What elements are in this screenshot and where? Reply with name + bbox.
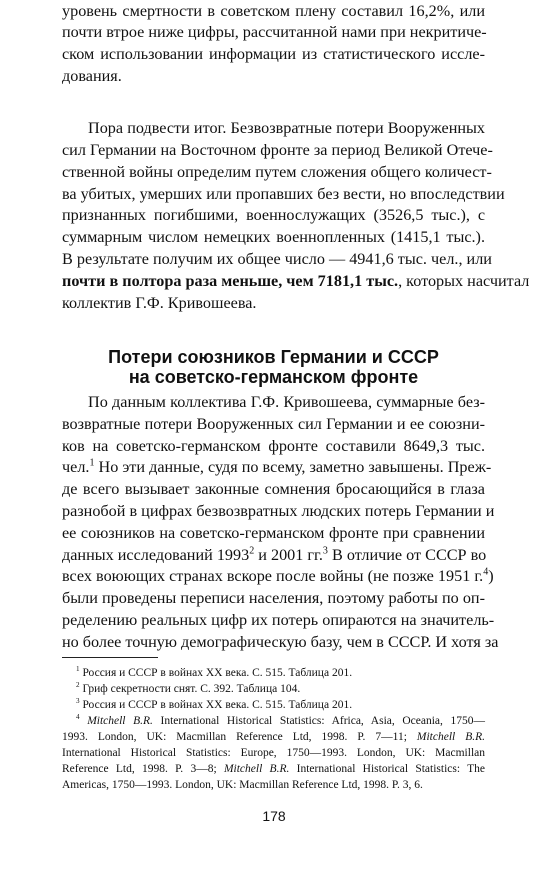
footnote (76, 665, 485, 681)
footnote-ref: 2 (249, 545, 255, 557)
text-span: В отличие от СССР во (327, 546, 487, 564)
text-span: и 2001 гг. (254, 546, 323, 564)
text-line: ков на советско-германском фронте составили 8649,3 тыс. (62, 437, 485, 455)
text-line: но более точную демографическую базу, чем в СССР. И хотя за (62, 633, 499, 651)
text-line: разнобой в цифрах безвозвратных людских потерь Германии и (62, 502, 495, 520)
text-line (62, 457, 492, 477)
footnote-number: 1 (76, 665, 80, 674)
footnote-text: Россия и СССР в войнах XX века. С. 515. Таблица 201. (79, 699, 353, 711)
text-line: сил Германии на Восточном фронте за период Великой Отече- (62, 141, 493, 159)
page-number: 178 (262, 808, 286, 824)
heading-line: Потери союзников Германии и СССР (108, 347, 439, 367)
text-line: коллектив Г.Ф. Кривошеева. (62, 294, 257, 312)
text-line: ее союзников на советско-германском фронте при сравнении (62, 524, 485, 542)
footnote-text: International Historical Statistics: The (289, 763, 486, 775)
text-line: В результате получим их общее число — 4941,6 тыс. чел., или (62, 250, 492, 268)
text-span: всех воюющих странах вскоре после войны (не позже 1951 г. (62, 567, 484, 585)
footnote-divider (62, 657, 158, 658)
text-span: данных исследований 1993 (62, 546, 250, 564)
footnote-text: Гриф секретности снят. С. 392. Таблица 104. (79, 683, 301, 695)
text-line: почти втрое ниже цифры, рассчитанной нами при некритиче- (62, 23, 487, 41)
text-line: Пора подвести итог. Безвозвратные потери Вооруженных (88, 119, 485, 137)
text-span: ) (488, 567, 494, 585)
footnote (76, 697, 485, 713)
footnote-ref: 3 (322, 545, 328, 557)
footnote-text: 1993. London, UK: Macmillan Reference Ltd, 1998. P. 7—11; (62, 731, 417, 743)
heading-line: на советско-германском фронте (128, 367, 419, 387)
author-name: Mitchell B.R. (416, 731, 485, 743)
text-line: суммарным числом немецких военнопленных (1415,1 тыс.). (62, 228, 485, 246)
author-name: Mitchell B.R. (87, 715, 153, 727)
text-line: По данным коллектива Г.Ф. Кривошеева, суммарные без- (88, 393, 485, 411)
text-line: дования. (62, 67, 122, 85)
footnote-text: International Historical Statistics: Africa, Asia, Oceania, 1750— (152, 715, 486, 727)
footnote-text: Россия и СССР в войнах XX века. С. 515. Таблица 201. (79, 667, 353, 679)
footnote-continued: Americas, 1750—1993. London, UK: Macmillan Reference Ltd, 1998. P. 3, 6. (62, 779, 423, 791)
footnote-number: 2 (76, 681, 80, 690)
text-line: ределению реальных цифр их потерь опираются на значитель- (62, 611, 495, 629)
footnote-continued (62, 729, 485, 745)
text-line: ственной войны определим путем сложения общего количест- (62, 163, 492, 181)
footnote-continued (62, 761, 485, 777)
text-span: , которых насчитал (398, 272, 530, 290)
author-name: Mitchell B.R. (223, 763, 290, 775)
text-line: признанных погибшими, военнослужащих (3526,5 тыс.), с (62, 206, 485, 224)
footnote-number: 4 (76, 713, 80, 722)
text-line (62, 566, 494, 586)
footnote-text: Reference Ltd, 1998. P. 3—8; (62, 763, 224, 775)
text-line: возвратные потери Вооруженных сил Германии и ее союзни- (62, 415, 485, 433)
text-line: были проведены переписи населения, поэтому работы по оп- (62, 589, 485, 607)
footnote-ref: 1 (89, 457, 95, 469)
footnote (76, 681, 485, 697)
text-line: ском использовании информации из статистического иссле- (62, 45, 485, 63)
text-span: Но эти данные, судя по всему, заметно завышены. Преж- (94, 458, 492, 476)
text-line (62, 272, 530, 291)
text-line: ва убитых, умерших или пропавших без вести, но впоследствии (62, 185, 505, 203)
footnote (76, 713, 485, 729)
text-span: чел. (62, 458, 90, 476)
footnote-ref: 4 (483, 566, 489, 578)
text-line: де всего вызывает законные сомнения бросающийся в глаза (62, 480, 485, 498)
footnote-number: 3 (76, 697, 80, 706)
footnote-continued: International Historical Statistics: Europe, 1750—1993. London, UK: Macmillan (62, 747, 485, 759)
emphasis-text: почти в полтора раза меньше, чем 7181,1 тыс. (62, 272, 399, 290)
text-line (62, 546, 485, 565)
text-line: уровень смертности в советском плену составил 16,2%, или (62, 2, 485, 20)
